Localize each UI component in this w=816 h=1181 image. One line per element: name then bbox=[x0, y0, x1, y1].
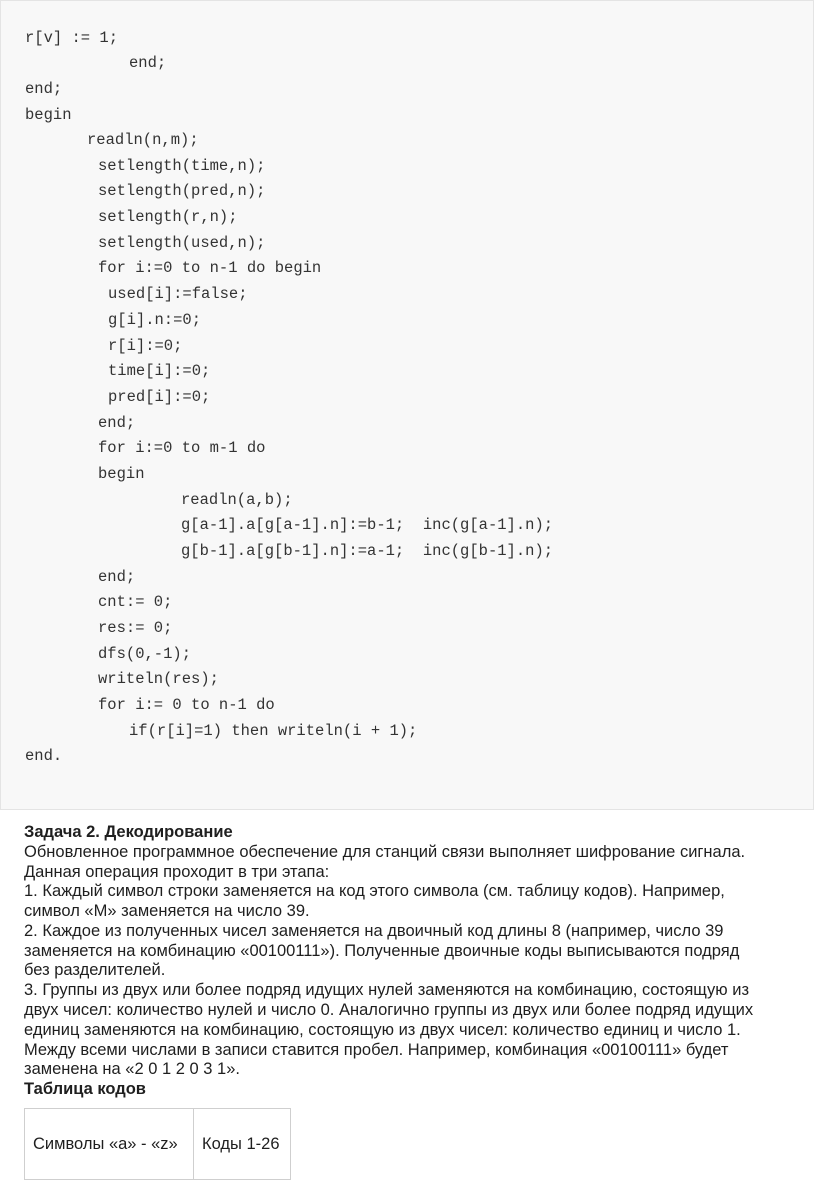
code-line: res:= 0; bbox=[98, 619, 173, 637]
code-line: g[b-1].a[g[b-1].n]:=a-1; inc(g[b-1].n); bbox=[181, 542, 554, 560]
task-paragraph-line: без разделителей. bbox=[24, 961, 166, 979]
code-line: pred[i]:=0; bbox=[108, 388, 211, 406]
code-line: setlength(pred,n); bbox=[98, 182, 266, 200]
code-line: begin bbox=[25, 106, 72, 124]
table-cell-symbols: Символы «a» - «z» bbox=[25, 1109, 194, 1180]
table-title: Таблица кодов bbox=[24, 1080, 146, 1098]
code-line: r[i]:=0; bbox=[108, 337, 183, 355]
code-line: end; bbox=[25, 80, 63, 98]
code-line: g[i].n:=0; bbox=[108, 311, 202, 329]
task-paragraph-line: Данная операция проходит в три этапа: bbox=[24, 863, 330, 881]
task-paragraph-line: 2. Каждое из полученных чисел заменяется на двоичный код длины 8 (например, число 39 bbox=[24, 922, 724, 940]
code-line: begin bbox=[98, 465, 145, 483]
task-title: Задача 2. Декодирование bbox=[24, 823, 233, 841]
code-line: setlength(used,n); bbox=[98, 234, 266, 252]
code-line: time[i]:=0; bbox=[108, 362, 211, 380]
code-line: end; bbox=[129, 54, 167, 72]
code-line: if(r[i]=1) then writeln(i + 1); bbox=[129, 722, 418, 740]
task-paragraph-line: 1. Каждый символ строки заменяется на код этого символа (см. таблицу кодов). Например, bbox=[24, 882, 725, 900]
task-paragraph-line: двух чисел: количество нулей и число 0. Аналогично группы из двух или более подряд идущих bbox=[24, 1001, 754, 1019]
task-paragraph-line: Обновленное программное обеспечение для станций связи выполняет шифрование сигнала. bbox=[24, 843, 746, 861]
codes-table bbox=[24, 1108, 291, 1180]
table-row bbox=[25, 1109, 291, 1180]
task-paragraph-line: Между всеми числами в записи ставится пробел. Например, комбинация «00100111» будет bbox=[24, 1041, 729, 1059]
task-paragraph-line: 3. Группы из двух или более подряд идущих нулей заменяются на комбинацию, состоящую из bbox=[24, 981, 750, 999]
code-line: end; bbox=[98, 414, 136, 432]
task-paragraph-line: символ «M» заменяется на число 39. bbox=[24, 902, 310, 920]
code-line: setlength(time,n); bbox=[98, 157, 266, 175]
code-line: for i:= 0 to n-1 do bbox=[98, 696, 275, 714]
code-line: setlength(r,n); bbox=[98, 208, 238, 226]
code-line: readln(n,m); bbox=[87, 131, 199, 149]
task-paragraph-line: заменена на «2 0 1 2 0 3 1». bbox=[24, 1060, 240, 1078]
code-line: cnt:= 0; bbox=[98, 593, 173, 611]
code-line: g[a-1].a[g[a-1].n]:=b-1; inc(g[a-1].n); bbox=[181, 516, 554, 534]
table-cell-codes: Коды 1-26 bbox=[194, 1109, 291, 1180]
code-line: writeln(res); bbox=[98, 670, 219, 688]
code-line: end; bbox=[98, 568, 136, 586]
code-line: used[i]:=false; bbox=[108, 285, 248, 303]
code-line: for i:=0 to n-1 do begin bbox=[98, 259, 322, 277]
task-paragraph-line: единиц заменяются на комбинацию, состоящую из двух чисел: количество единиц и число 1. bbox=[24, 1021, 741, 1039]
code-line: dfs(0,-1); bbox=[98, 645, 192, 663]
task-paragraph-line: заменяется на комбинацию «00100111»). Полученные двоичные коды выписываются подряд bbox=[24, 942, 740, 960]
code-line: end. bbox=[25, 747, 63, 765]
code-line: for i:=0 to m-1 do bbox=[98, 439, 266, 457]
code-line: r[v] := 1; bbox=[25, 29, 119, 47]
code-line: readln(a,b); bbox=[181, 491, 293, 509]
